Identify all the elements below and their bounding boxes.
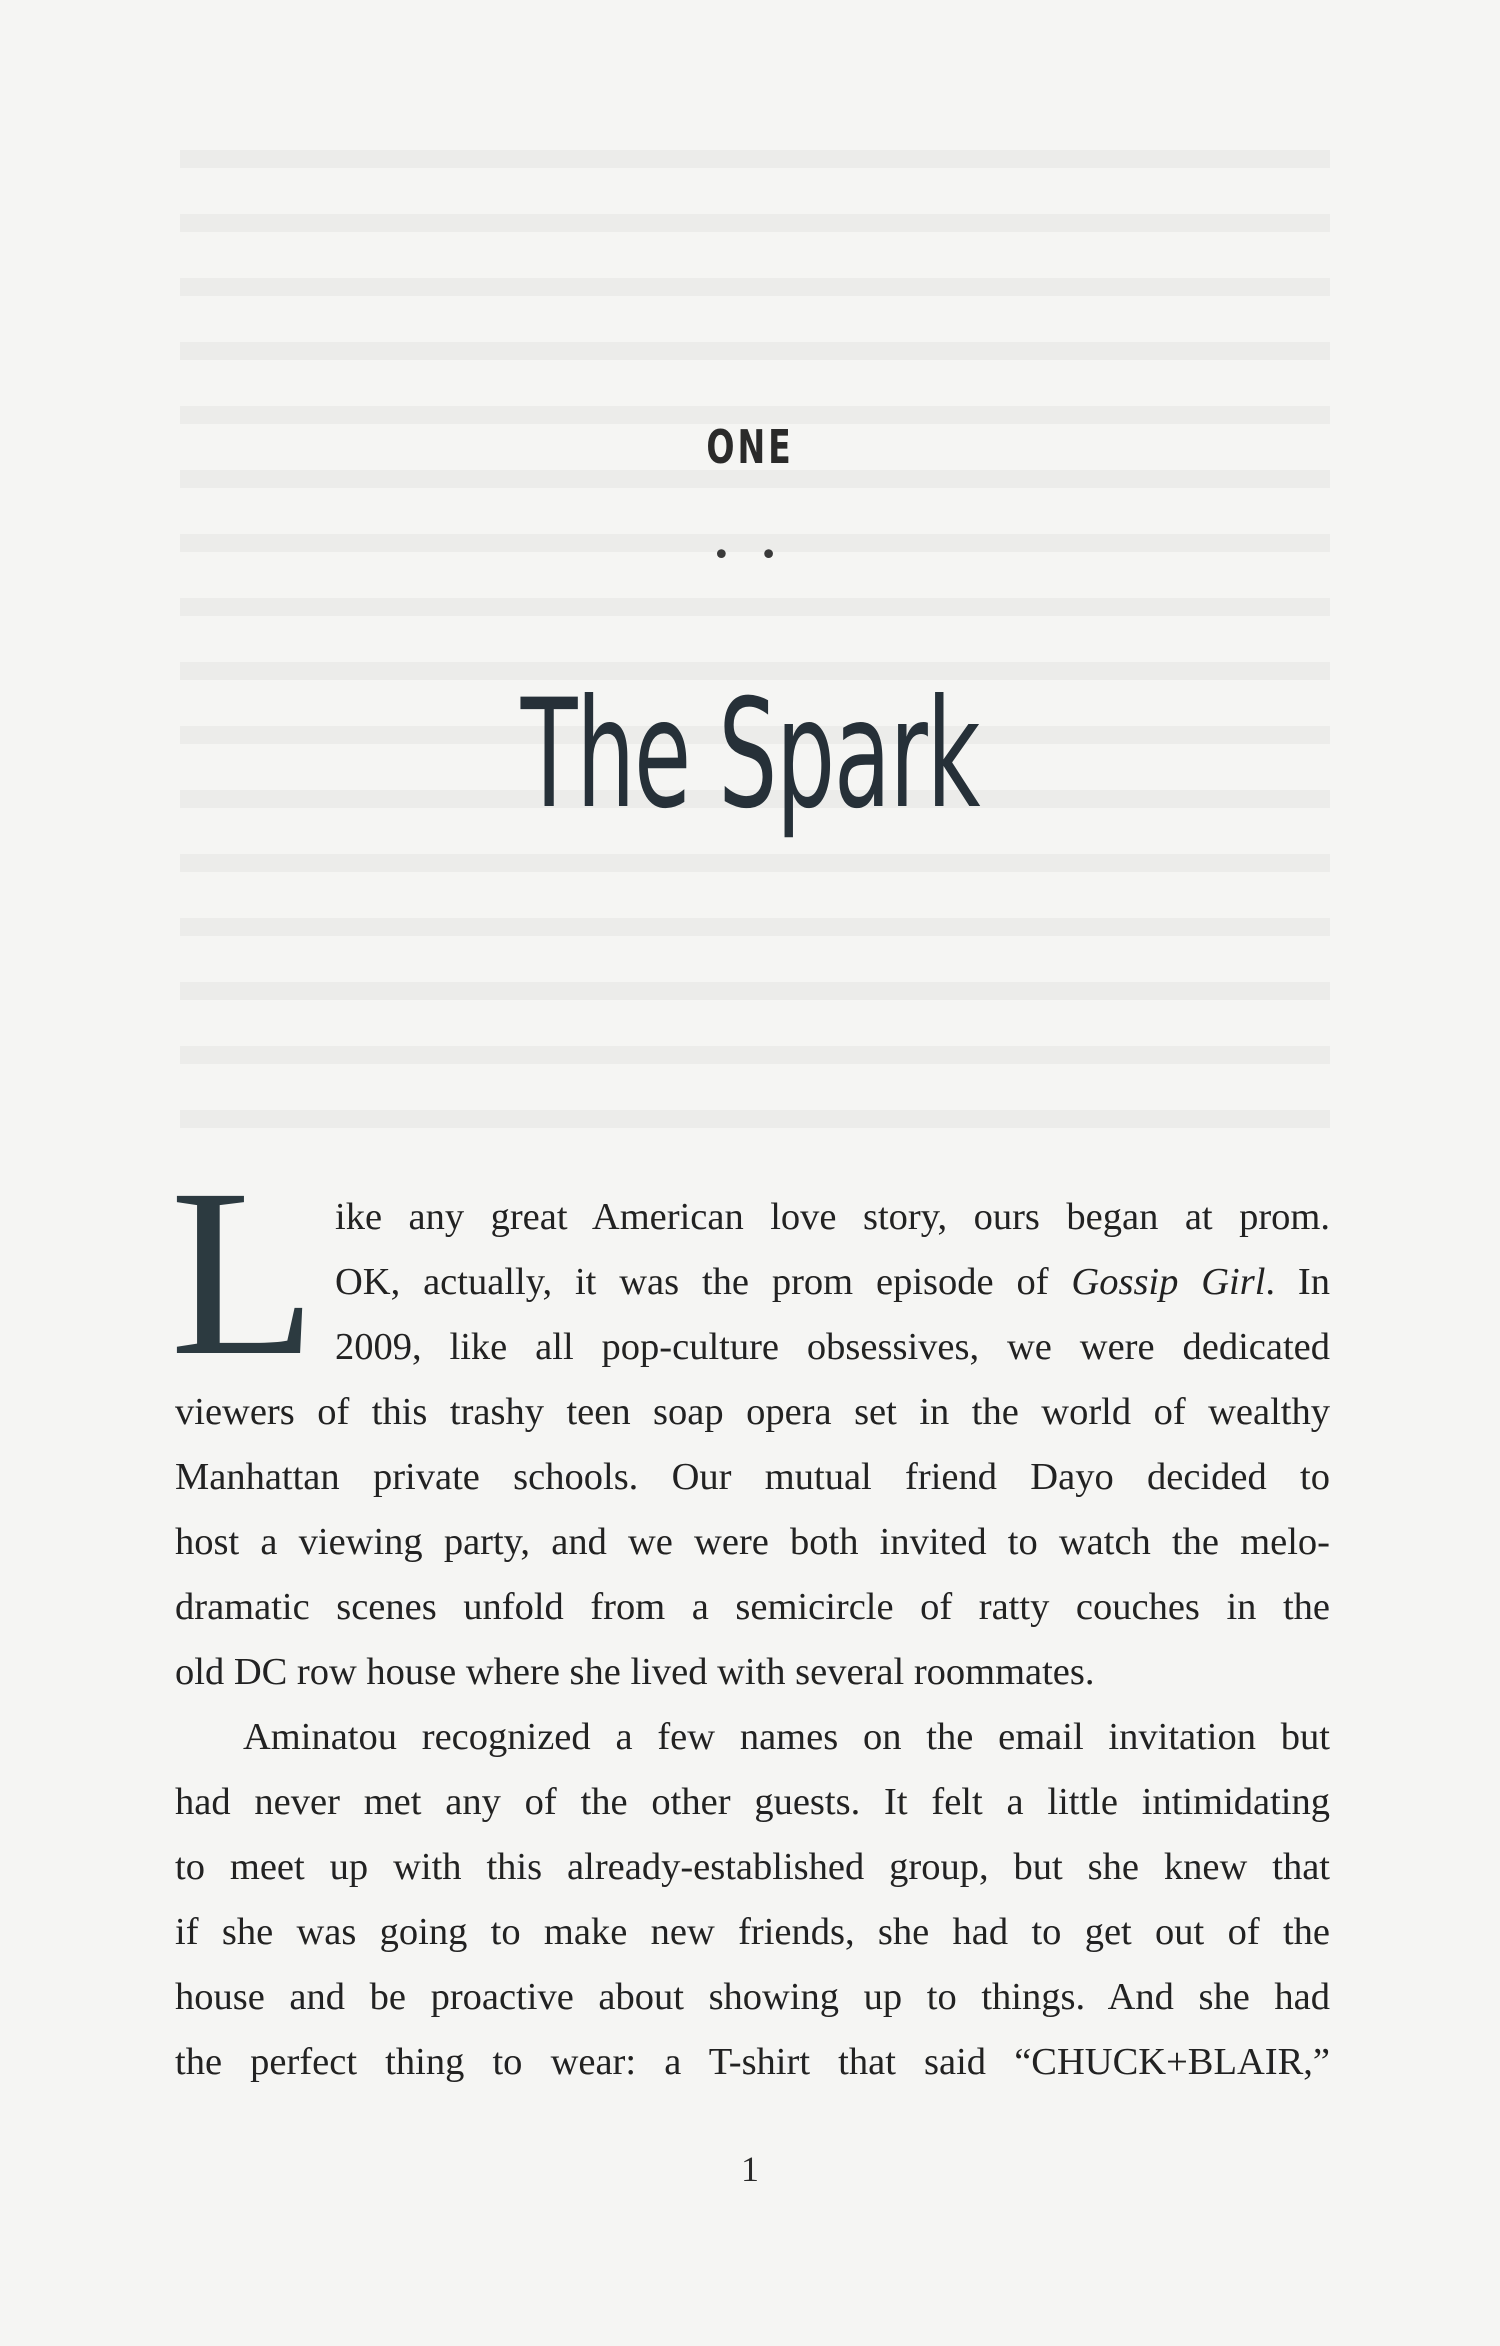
show-title: Gossip Girl [1071,1261,1266,1303]
text-line: host a viewing party, and we were both invited to watch the melo- [175,1521,1330,1563]
text-line: Aminatou recognized a few names on the email invitation but [243,1716,1330,1758]
page-number: 1 [741,2149,759,2189]
text-line [175,1250,1330,1315]
text-segment: OK, actually, it was the prom episode of [335,1261,1049,1303]
text-line: house and be proactive about showing up to things. And she had [175,1976,1330,2018]
text-line: had never met any of the other guests. It felt a little intimidating [175,1781,1330,1823]
chapter-title: The Spark [520,668,980,842]
text-line: if she was going to make new friends, she had to get out of the [175,1911,1330,1953]
text-line: 2009, like all pop-culture obsessives, we were dedicated [335,1326,1330,1368]
ornament-dots: • • [712,538,788,573]
text-line: dramatic scenes unfold from a semicircle of ratty couches in the [175,1586,1330,1628]
drop-cap: L [170,1139,317,1405]
text-line: old DC row house where she lived with several roommates. [175,1651,1095,1693]
paragraph-1 [175,1185,1330,1705]
text-line: the perfect thing to wear: a T-shirt that said “CHUCK+BLAIR,” [175,2041,1330,2083]
text-line: ike any great American love story, ours began at prom. [335,1196,1330,1238]
text-line: to meet up with this already-established group, but she knew that [175,1846,1330,1888]
text-line: Manhattan private schools. Our mutual friend Dayo decided to [175,1456,1330,1498]
paragraph-2 [175,1705,1330,2095]
chapter-number: ONE [706,420,794,474]
body-text [175,1185,1330,2095]
show-through-texture [180,150,1330,1150]
text-segment: . In [1265,1261,1330,1303]
text-line: viewers of this trashy teen soap opera set in the world of wealthy [175,1391,1330,1433]
